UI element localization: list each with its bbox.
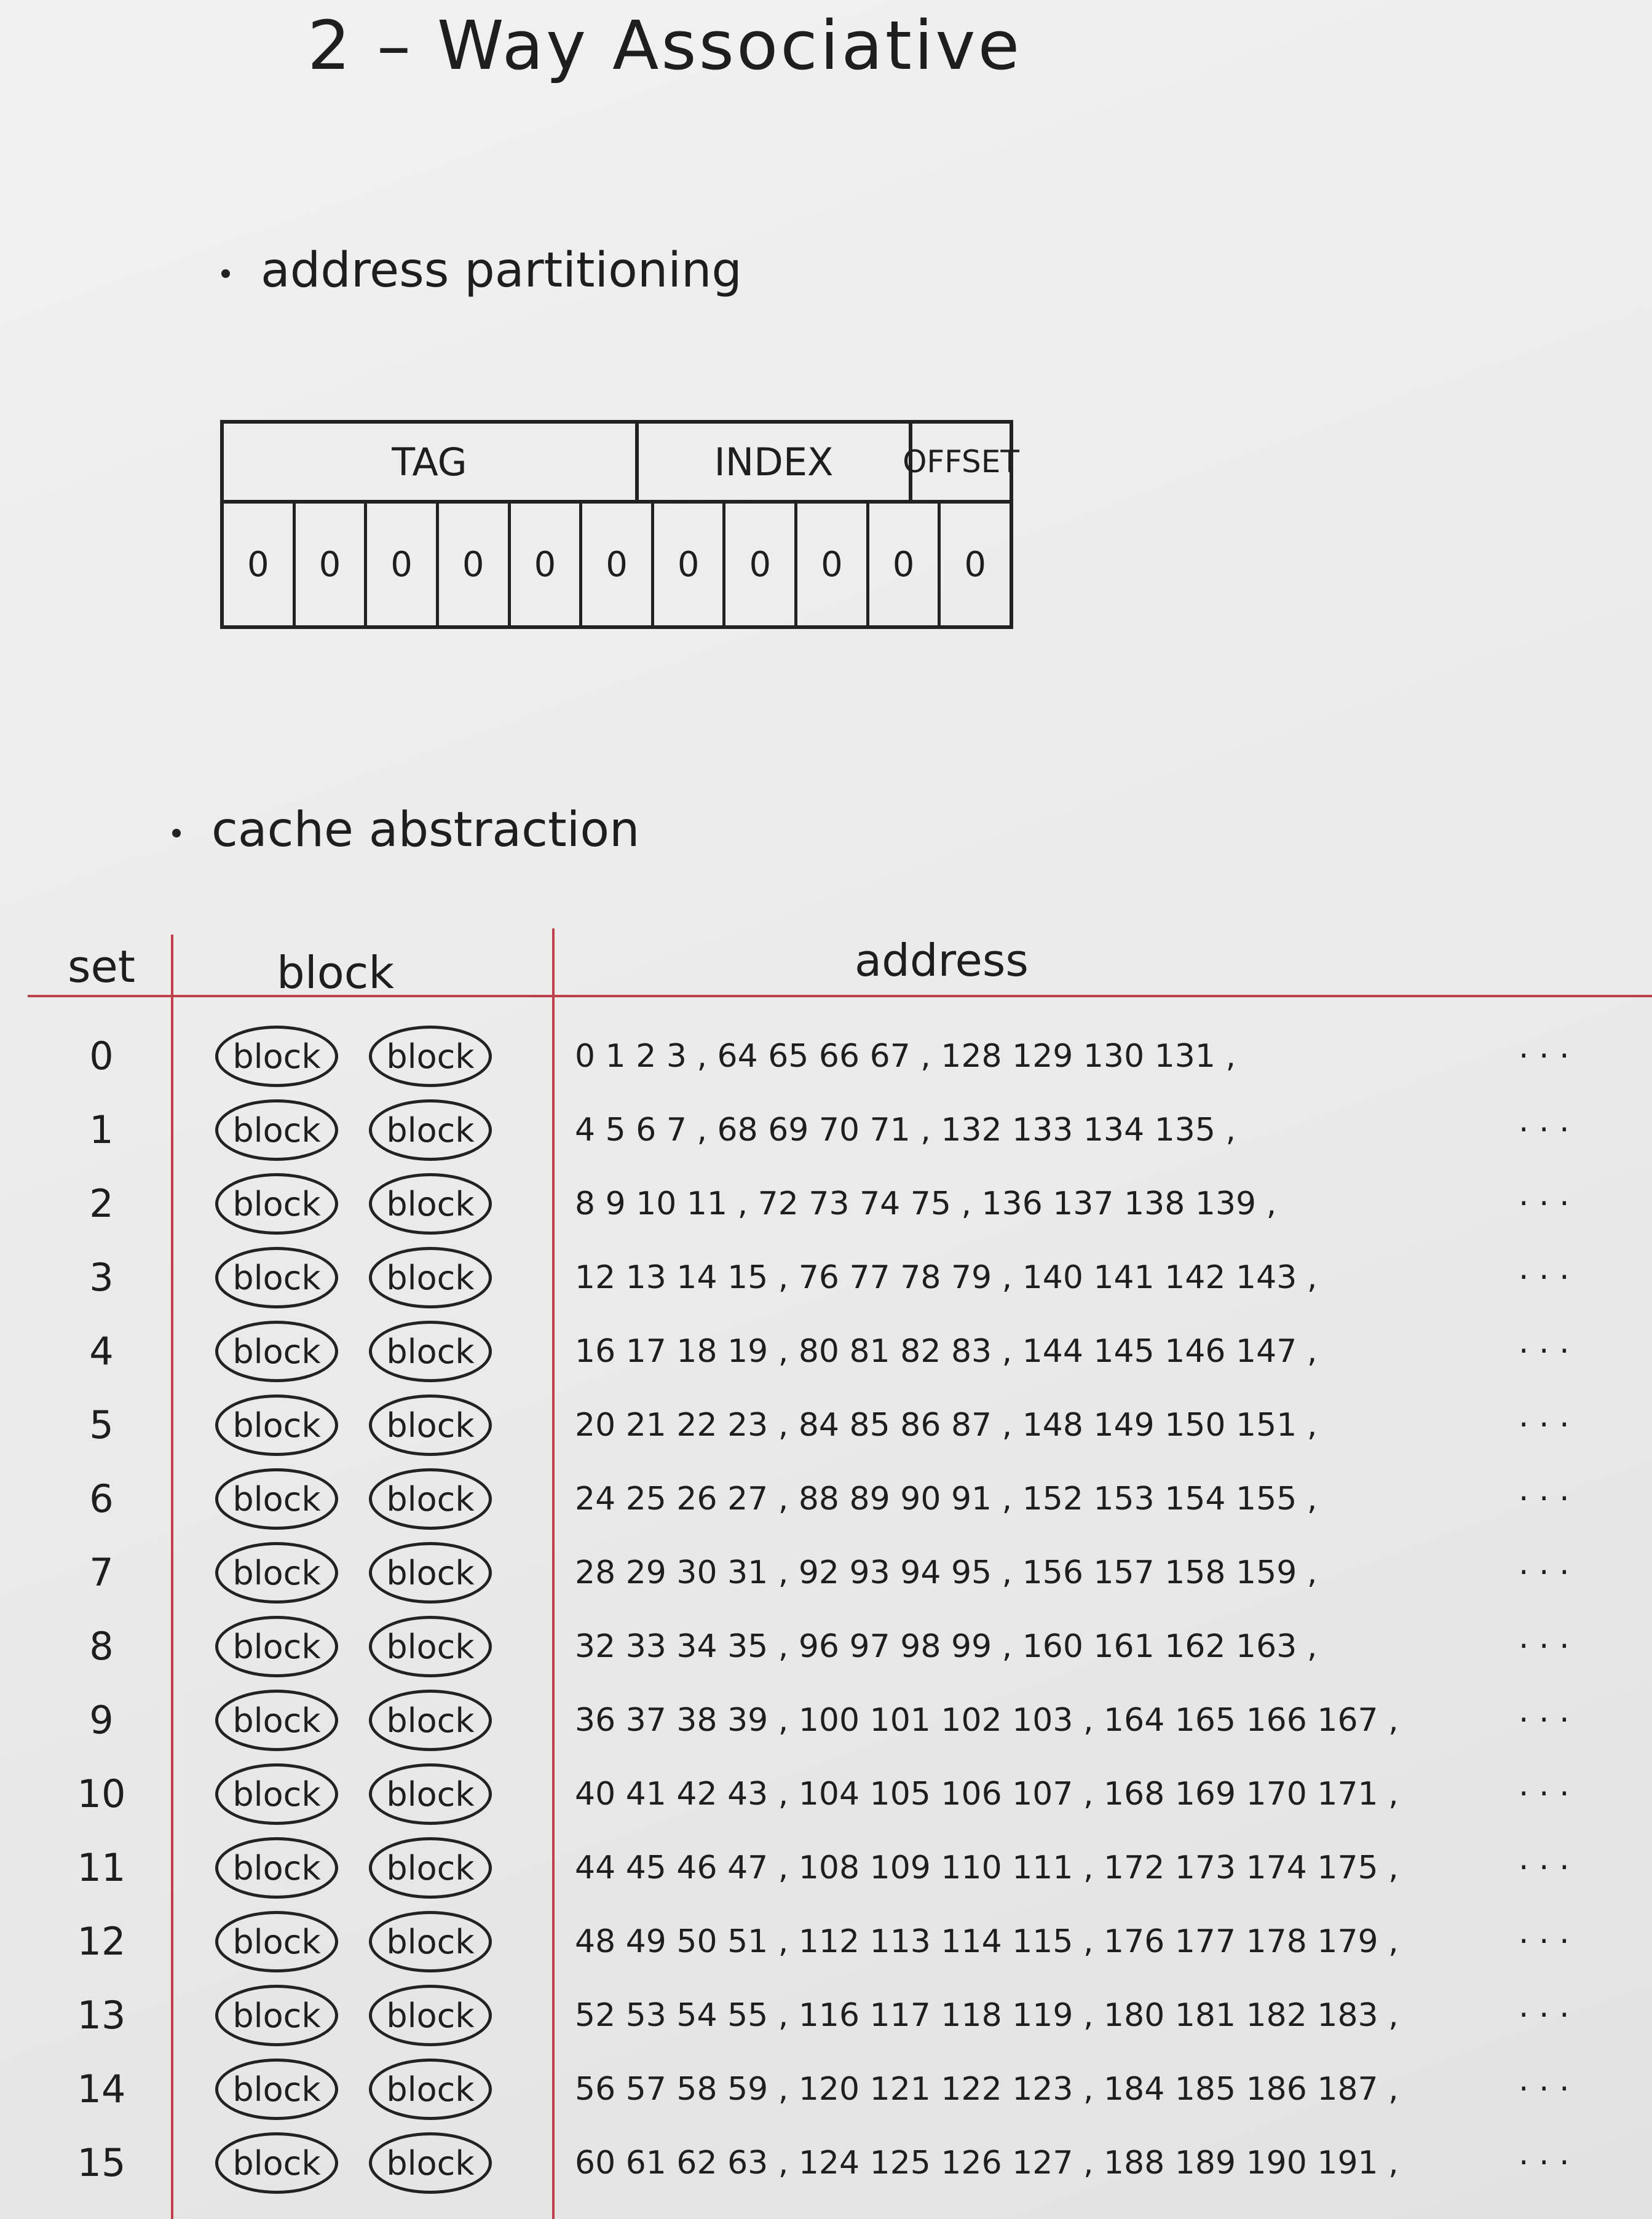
block-way-1: block xyxy=(369,1763,492,1825)
bit-cell: 0 xyxy=(511,504,583,625)
cache-set-row xyxy=(0,1837,1652,1899)
header-divider xyxy=(28,995,1652,997)
cache-set-row xyxy=(0,1173,1652,1235)
ellipsis: · · · xyxy=(1519,1997,1570,2034)
address-list: 16 17 18 19 , 80 81 82 83 , 144 145 146 147 , xyxy=(575,1333,1318,1370)
ellipsis: · · · xyxy=(1519,1849,1570,1886)
bit-cell: 0 xyxy=(224,504,296,625)
block-way-1: block xyxy=(369,1837,492,1899)
ellipsis: · · · xyxy=(1519,2145,1570,2181)
section-address-partitioning xyxy=(221,243,742,298)
block-way-1: block xyxy=(369,1542,492,1604)
set-number: 6 xyxy=(89,1476,114,1521)
ellipsis: · · · xyxy=(1519,1259,1570,1296)
cache-set-row xyxy=(0,1763,1652,1825)
block-way-1: block xyxy=(369,1321,492,1382)
block-way-0: block xyxy=(215,1985,338,2046)
bit-cell: 0 xyxy=(797,504,869,625)
cache-set-row xyxy=(0,1099,1652,1161)
offset-field-header: OFFSET xyxy=(912,424,1010,504)
set-number: 12 xyxy=(77,1919,126,1964)
ellipsis: · · · xyxy=(1519,2071,1570,2108)
ellipsis: · · · xyxy=(1519,1702,1570,1739)
set-number: 7 xyxy=(89,1550,114,1595)
block-way-0: block xyxy=(215,1247,338,1308)
ellipsis: · · · xyxy=(1519,1481,1570,1517)
cache-set-row xyxy=(0,1394,1652,1456)
ellipsis: · · · xyxy=(1519,1923,1570,1960)
block-way-0: block xyxy=(215,1911,338,1972)
set-number: 14 xyxy=(77,2067,126,2111)
block-way-1: block xyxy=(369,1911,492,1972)
block-way-0: block xyxy=(215,1763,338,1825)
block-way-1: block xyxy=(369,1468,492,1530)
address-column-header: address xyxy=(855,935,1029,986)
bullet-dot-icon xyxy=(172,829,181,837)
set-number: 4 xyxy=(89,1329,114,1374)
cache-set-row xyxy=(0,1026,1652,1087)
block-column-header: block xyxy=(277,947,395,999)
address-list: 24 25 26 27 , 88 89 90 91 , 152 153 154 155 , xyxy=(575,1481,1318,1517)
block-way-1: block xyxy=(369,1985,492,2046)
bit-cell: 0 xyxy=(296,504,368,625)
section-cache-abstraction xyxy=(172,802,639,858)
address-partition-table xyxy=(220,420,1019,629)
cache-set-row xyxy=(0,1616,1652,1677)
ellipsis: · · · xyxy=(1519,1333,1570,1370)
set-column-header: set xyxy=(68,941,136,992)
ellipsis: · · · xyxy=(1519,1407,1570,1444)
block-way-1: block xyxy=(369,2059,492,2120)
set-number: 3 xyxy=(89,1255,114,1300)
bit-cell: 0 xyxy=(725,504,797,625)
address-list: 20 21 22 23 , 84 85 86 87 , 148 149 150 151 , xyxy=(575,1407,1318,1444)
address-list: 28 29 30 31 , 92 93 94 95 , 156 157 158 159 , xyxy=(575,1554,1318,1591)
address-list: 4 5 6 7 , 68 69 70 71 , 132 133 134 135 , xyxy=(575,1112,1236,1149)
block-way-1: block xyxy=(369,1690,492,1751)
ellipsis: · · · xyxy=(1519,1038,1570,1075)
block-way-1: block xyxy=(369,1247,492,1308)
cache-set-row xyxy=(0,1468,1652,1530)
block-way-0: block xyxy=(215,2132,338,2194)
bit-cell: 0 xyxy=(654,504,726,625)
address-list: 8 9 10 11 , 72 73 74 75 , 136 137 138 139 , xyxy=(575,1185,1277,1222)
block-way-1: block xyxy=(369,1616,492,1677)
address-list: 0 1 2 3 , 64 65 66 67 , 128 129 130 131 , xyxy=(575,1038,1236,1075)
bullet-dot-icon xyxy=(221,269,230,278)
cache-set-row xyxy=(0,1985,1652,2046)
cache-set-row xyxy=(0,1542,1652,1604)
block-way-0: block xyxy=(215,2059,338,2120)
block-way-0: block xyxy=(215,1394,338,1456)
bit-cell: 0 xyxy=(964,544,987,585)
cache-set-row xyxy=(0,2059,1652,2120)
block-way-0: block xyxy=(215,1542,338,1604)
ellipsis: · · · xyxy=(1519,1554,1570,1591)
set-number: 15 xyxy=(77,2140,126,2185)
page-title: 2 – Way Associative xyxy=(307,6,1022,85)
cache-set-row xyxy=(0,2132,1652,2194)
set-number: 8 xyxy=(89,1624,114,1669)
bit-cell: 0 xyxy=(582,504,654,625)
bit-cell: 0 xyxy=(439,504,511,625)
address-list: 44 45 46 47 , 108 109 110 111 , 172 173 174 175 , xyxy=(575,1849,1399,1886)
block-way-1: block xyxy=(369,1099,492,1161)
set-number: 10 xyxy=(77,1771,126,1816)
address-list: 60 61 62 63 , 124 125 126 127 , 188 189 190 191 , xyxy=(575,2145,1399,2181)
address-list: 40 41 42 43 , 104 105 106 107 , 168 169 170 171 , xyxy=(575,1776,1399,1813)
address-list: 52 53 54 55 , 116 117 118 119 , 180 181 182 183 , xyxy=(575,1997,1399,2034)
section-label: cache abstraction xyxy=(211,802,640,858)
index-field-header: INDEX xyxy=(639,424,912,504)
ellipsis: · · · xyxy=(1519,1776,1570,1813)
cache-set-row xyxy=(0,1911,1652,1972)
address-list: 56 57 58 59 , 120 121 122 123 , 184 185 186 187 , xyxy=(575,2071,1399,2108)
block-way-1: block xyxy=(369,1026,492,1087)
set-number: 11 xyxy=(77,1845,126,1890)
address-list: 36 37 38 39 , 100 101 102 103 , 164 165 166 167 , xyxy=(575,1702,1399,1739)
block-way-0: block xyxy=(215,1321,338,1382)
block-way-0: block xyxy=(215,1026,338,1087)
block-way-0: block xyxy=(215,1099,338,1161)
bit-cell: 0 xyxy=(367,504,439,625)
block-way-0: block xyxy=(215,1173,338,1235)
block-way-1: block xyxy=(369,1173,492,1235)
block-way-0: block xyxy=(215,1690,338,1751)
set-number: 13 xyxy=(77,1993,126,2038)
bit-cell: 0 xyxy=(869,504,941,625)
address-list: 12 13 14 15 , 76 77 78 79 , 140 141 142 143 , xyxy=(575,1259,1318,1296)
cache-set-row xyxy=(0,1321,1652,1382)
address-list: 32 33 34 35 , 96 97 98 99 , 160 161 162 163 , xyxy=(575,1628,1318,1665)
ellipsis: · · · xyxy=(1519,1112,1570,1149)
block-way-0: block xyxy=(215,1616,338,1677)
cache-set-row xyxy=(0,1690,1652,1751)
block-way-0: block xyxy=(215,1837,338,1899)
block-way-0: block xyxy=(215,1468,338,1530)
address-list: 48 49 50 51 , 112 113 114 115 , 176 177 178 179 , xyxy=(575,1923,1399,1960)
block-way-1: block xyxy=(369,2132,492,2194)
tag-field-header: TAG xyxy=(224,424,639,504)
set-number: 9 xyxy=(89,1698,114,1742)
set-number: 1 xyxy=(89,1107,114,1152)
ellipsis: · · · xyxy=(1519,1185,1570,1222)
set-number: 0 xyxy=(89,1034,114,1078)
set-number: 2 xyxy=(89,1181,114,1226)
set-number: 5 xyxy=(89,1402,114,1447)
cache-set-row xyxy=(0,1247,1652,1308)
ellipsis: · · · xyxy=(1519,1628,1570,1665)
bit-row xyxy=(224,504,1010,625)
section-label: address partitioning xyxy=(261,243,742,298)
block-way-1: block xyxy=(369,1394,492,1456)
